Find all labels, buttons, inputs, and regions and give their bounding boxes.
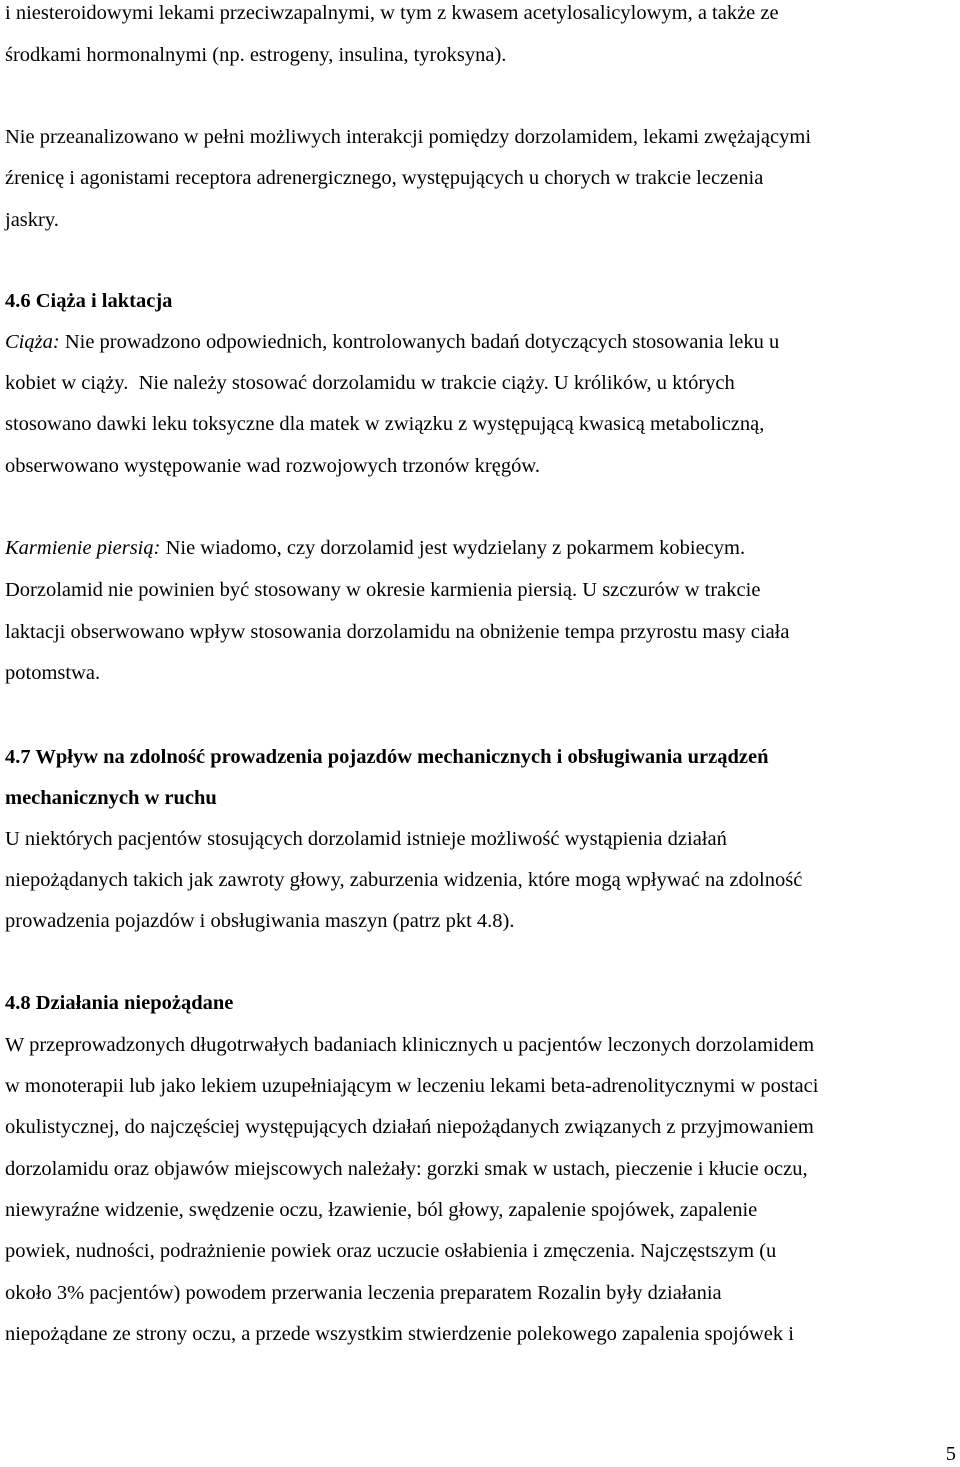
interactions-line-3: jaskry. [5,209,59,231]
section-4-8-heading: 4.8 Działania niepożądane [5,992,234,1014]
section-4-7-line-3: prowadzenia pojazdów i obsługiwania maszyn (patrz pkt 4.8). [5,910,515,932]
section-4-7-line-1: U niektórych pacjentów stosujących dorzolamid istnieje możliwość wystąpienia działań [5,828,727,850]
lactation-line-1 [5,535,745,561]
intro-line-2: środkami hormonalnymi (np. estrogeny, insulina, tyroksyna). [5,44,507,66]
pregnancy-line-2: kobiet w ciąży. Nie należy stosować dorzolamidu w trakcie ciąży. U królików, u których [5,372,735,394]
section-4-8-line-3: okulistycznej, do najczęściej występujących działań niepożądanych związanych z przyjmowaniem [5,1116,814,1138]
section-4-8-line-6: powiek, nudności, podrażnienie powiek oraz uczucie osłabienia i zmęczenia. Najczęstszym (u [5,1240,777,1262]
lactation-line-2: Dorzolamid nie powinien być stosowany w okresie karmienia piersią. U szczurów w trakcie [5,579,761,601]
pregnancy-line-3: stosowano dawki leku toksyczne dla matek w związku z występującą kwasicą metaboliczną, [5,413,765,435]
pregnancy-line-1 [5,329,779,355]
section-4-8-line-8: niepożądane ze strony oczu, a przede wszystkim stwierdzenie polekowego zapalenia spojówek i [5,1323,794,1345]
interactions-line-2: źrenicę i agonistami receptora adrenergicznego, występujących u chorych w trakcie leczenia [5,167,764,189]
lactation-label: Karmienie piersią: [5,537,161,559]
section-4-7-heading-line-2: mechanicznych w ruchu [5,787,217,809]
lactation-line-3: laktacji obserwowano wpływ stosowania dorzolamidu na obniżenie tempa przyrostu masy ciała [5,621,790,643]
lactation-line-4: potomstwa. [5,662,101,684]
pregnancy-line-4: obserwowano występowanie wad rozwojowych trzonów kręgów. [5,455,540,477]
intro-line-1: i niesteroidowymi lekami przeciwzapalnymi, w tym z kwasem acetylosalicylowym, a także ze [5,2,779,24]
pregnancy-label: Ciąża: [5,331,60,353]
section-4-8-line-7: około 3% pacjentów) powodem przerwania leczenia preparatem Rozalin były działania [5,1282,722,1304]
section-4-7-line-2: niepożądanych takich jak zawroty głowy, zaburzenia widzenia, które mogą wpływać na zdolność [5,869,803,891]
section-4-6-heading: 4.6 Ciąża i laktacja [5,290,173,312]
section-4-8-line-1: W przeprowadzonych długotrwałych badaniach klinicznych u pacjentów leczonych dorzolamidem [5,1034,815,1056]
interactions-line-1: Nie przeanalizowano w pełni możliwych interakcji pomiędzy dorzolamidem, lekami zwężającymi [5,126,812,148]
section-4-8-line-5: niewyraźne widzenie, swędzenie oczu, łzawienie, ból głowy, zapalenie spojówek, zapalenie [5,1199,758,1221]
section-4-7-heading-line-1: 4.7 Wpływ na zdolność prowadzenia pojazdów mechanicznych i obsługiwania urządzeń [5,746,769,768]
lactation-line-1-text: Nie wiadomo, czy dorzolamid jest wydzielany z pokarmem kobiecym. [160,537,746,559]
page-number: 5 [945,1443,956,1465]
section-4-8-line-4: dorzolamidu oraz objawów miejscowych należały: gorzki smak w ustach, pieczenie i kłucie oczu, [5,1158,808,1180]
pregnancy-line-1-text: Nie prowadzono odpowiednich, kontrolowanych badań dotyczących stosowania leku u [59,331,780,353]
section-4-8-line-2: w monoterapii lub jako lekiem uzupełniającym w leczeniu lekami beta-adrenolitycznymi w postaci [5,1075,819,1097]
